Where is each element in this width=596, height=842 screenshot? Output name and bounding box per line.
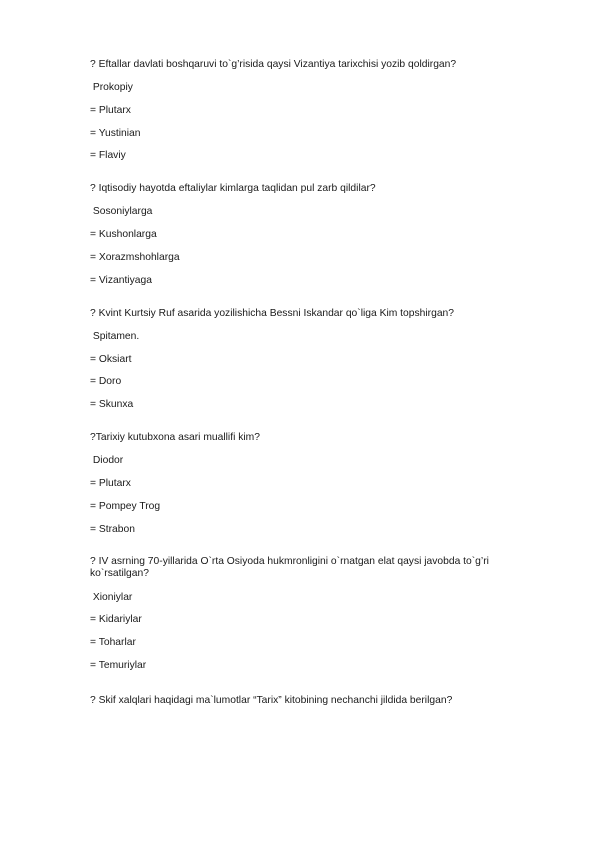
option-text: = Flaviy [90, 150, 126, 162]
option-text: = Xorazmshohlarga [90, 251, 180, 263]
option-text: = Vizantiyaga [90, 274, 152, 286]
question-text: ? Skif xalqlari haqidagi ma`lumotlar “Tarix” kitobining nechanchi jildida berilgan? [90, 694, 453, 706]
document-content [90, 58, 510, 727]
question-text: ? Iqtisodiy hayotda eftaliylar kimlarga taqlidan pul zarb qildilar? [90, 183, 376, 195]
question-text: ? Kvint Kurtsiy Ruf asarida yozilishicha Bessni Iskandar qo`liga Kim topshirgan? [90, 307, 454, 319]
question-block-1 [90, 58, 510, 162]
answer-text: Xioniylar [90, 591, 133, 603]
answer-text: Prokopiy [90, 82, 133, 93]
question-block-4 [90, 431, 510, 535]
option-text: = Plutarx [90, 104, 131, 116]
question-text: ?Tarixiy kutubxona asari muallifi kim? [90, 432, 260, 444]
question-block-5 [90, 556, 510, 672]
question-text: ? IV asrning 70-yillarida O`rta Osiyoda hukmronligini o`rnatgan elat qaysi javobda to`g’ri ko`rsatilgan? [90, 555, 492, 580]
option-text: = Plutarx [90, 477, 131, 489]
option-text: = Strabon [90, 523, 135, 535]
option-text: = Doro [90, 376, 122, 388]
answer-text: Spitamen. [90, 330, 140, 342]
question-block-2 [90, 182, 510, 286]
question-text: ? Eftallar davlati boshqaruvi to`g’risida qaysi Vizantiya tarixchisi yozib qoldirgan? [90, 59, 457, 70]
option-text: = Kushonlarga [90, 229, 157, 241]
answer-text: Diodor [90, 455, 124, 467]
question-block-3 [90, 307, 510, 411]
option-text: = Yustinian [90, 127, 141, 139]
option-text: = Skunxa [90, 399, 134, 411]
answer-text: Sosoniylarga [90, 206, 153, 218]
option-text: = Toharlar [90, 637, 136, 649]
option-text: = Temuriylar [90, 659, 147, 671]
option-text: = Oksiart [90, 353, 132, 365]
option-text: = Kidariylar [90, 614, 142, 626]
option-text: = Pompey Trog [90, 500, 161, 512]
question-block-6 [90, 694, 510, 707]
